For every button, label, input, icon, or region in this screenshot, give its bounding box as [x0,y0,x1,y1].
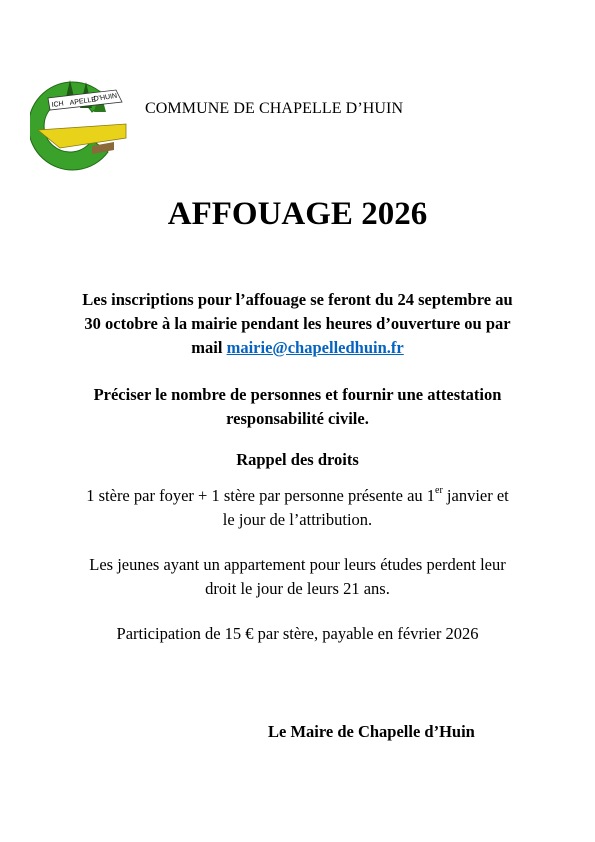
droit-1-text: 1 stère par foyer + 1 stère par personne présente au 1 [86,486,436,505]
droit-2-paragraph [28,553,567,601]
commune-logo [30,78,130,174]
logo-text-3: D'HUIN [93,92,118,103]
email-link[interactable]: mairie@chapelledhuin.fr [226,338,404,357]
droit-1-sup: er [435,484,443,496]
commune-name: COMMUNE DE CHAPELLE D’HUIN [145,100,404,117]
page-title: AFFOUAGE 2026 [167,196,428,232]
droit-1-line-1 [28,484,567,508]
inscriptions-paragraph [28,288,567,360]
droit-1-suffix: janvier et [442,486,509,505]
rappel-heading: Rappel des droits [236,450,359,469]
droit-2-line-2: droit le jour de leurs 21 ans. [205,579,390,598]
inscriptions-line-3 [28,336,567,360]
mail-prefix: mail [191,338,227,357]
droit-2-line-1: Les jeunes ayant un appartement pour leurs études perdent leur [89,555,506,574]
preciser-paragraph [28,383,567,431]
preciser-line-1: Préciser le nombre de personnes et fournir une attestation [93,385,502,404]
inscriptions-line-1: Les inscriptions pour l’affouage se feront du 24 septembre au [82,290,513,309]
logo-text-2: APELLE [69,96,97,107]
logo-text-1: ICH [51,100,65,109]
droit-1-paragraph [28,484,567,532]
inscriptions-line-2: 30 octobre à la mairie pendant les heures d’ouverture ou par [84,314,511,333]
droit-1-line-2: le jour de l’attribution. [222,510,373,529]
preciser-line-2: responsabilité civile. [226,409,369,428]
participation-text: Participation de 15 € par stère, payable en février 2026 [116,624,479,643]
signature: Le Maire de Chapelle d’Huin [268,722,475,741]
